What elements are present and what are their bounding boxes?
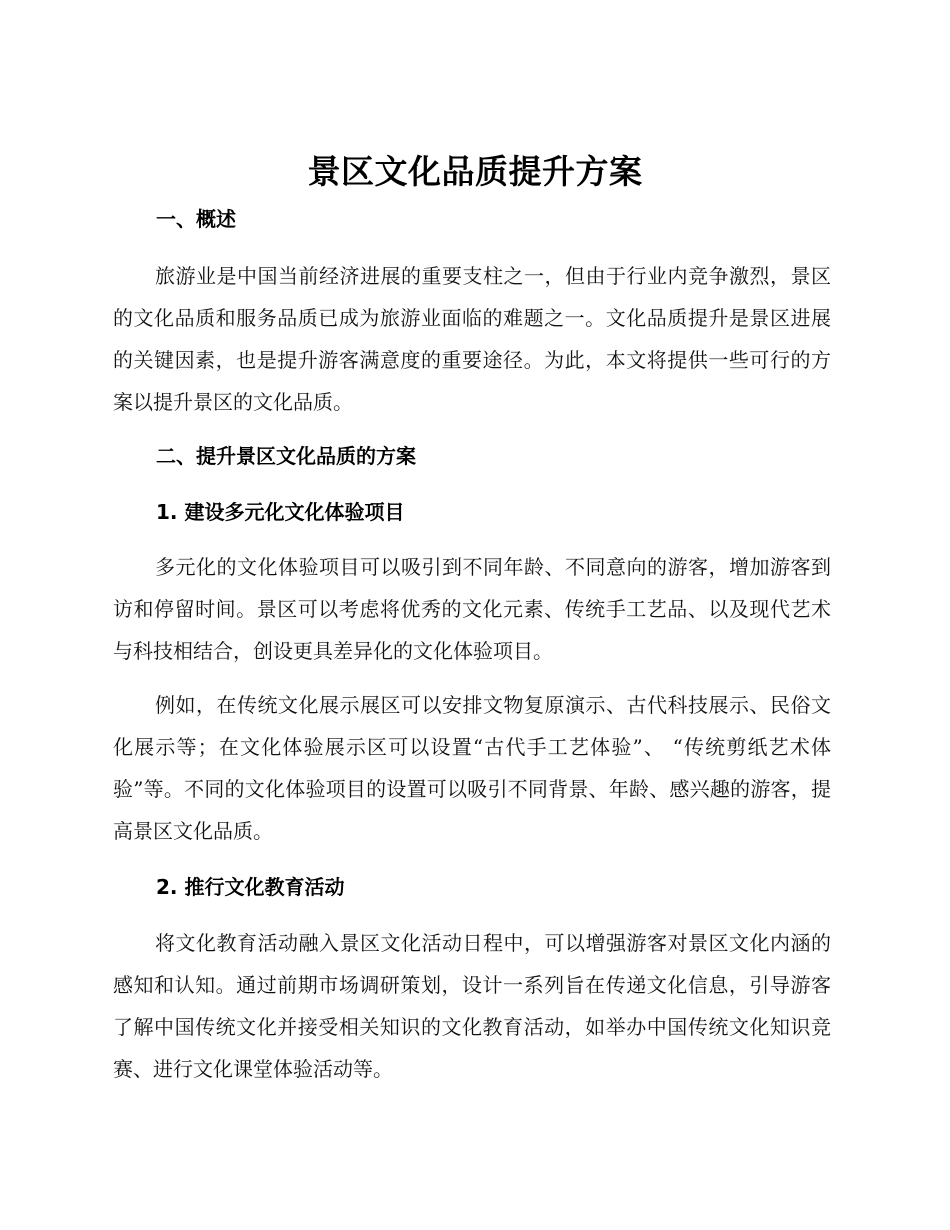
subsection-heading-1: 1. 建设多元化文化体验项目 xyxy=(156,500,405,524)
subsection-2-paragraph-1: 将文化教育活动融入景区文化活动日程中，可以增强游客对景区文化内涵的感知和认知。通过前期市场调研策划，设计一系列旨在传递文化信息，引导游客了解中国传统文化并接受相关知识的文化教育活动，如举办中国传统文化知识竞赛、进行文化课堂体验活动等。 xyxy=(113,931,831,1081)
overview-paragraph: 旅游业是中国当前经济进展的重要支柱之一，但由于行业内竞争激烈，景区的文化品质和服务品质已成为旅游业面临的难题之一。文化品质提升是景区进展的关键因素，也是提升游客满意度的重要途径。为此，本文将提供一些可行的方案以提升景区的文化品质。 xyxy=(113,264,831,414)
section-heading-plan: 二、提升景区文化品质的方案 xyxy=(156,444,416,468)
section-heading-overview: 一、概述 xyxy=(156,207,236,231)
subsection-1-paragraph-1: 多元化的文化体验项目可以吸引到不同年龄、不同意向的游客，增加游客到访和停留时间。景区可以考虑将优秀的文化元素、传统手工艺品、以及现代艺术与科技相结合，创设更具差异化的文化体验项目。 xyxy=(113,555,831,663)
subsection-heading-2: 2. 推行文化教育活动 xyxy=(156,875,345,899)
subsection-1-paragraph-2: 例如，在传统文化展示展区可以安排文物复原演示、古代科技展示、民俗文化展示等；在文化体验展示区可以设置“古代手工艺体验”、 “传统剪纸艺术体验”等。不同的文化体验项目的设置可以吸引不同背景、年龄、感兴趣的游客，提高景区文化品质。 xyxy=(113,693,831,843)
document-title: 景区文化品质提升方案 xyxy=(307,152,643,191)
